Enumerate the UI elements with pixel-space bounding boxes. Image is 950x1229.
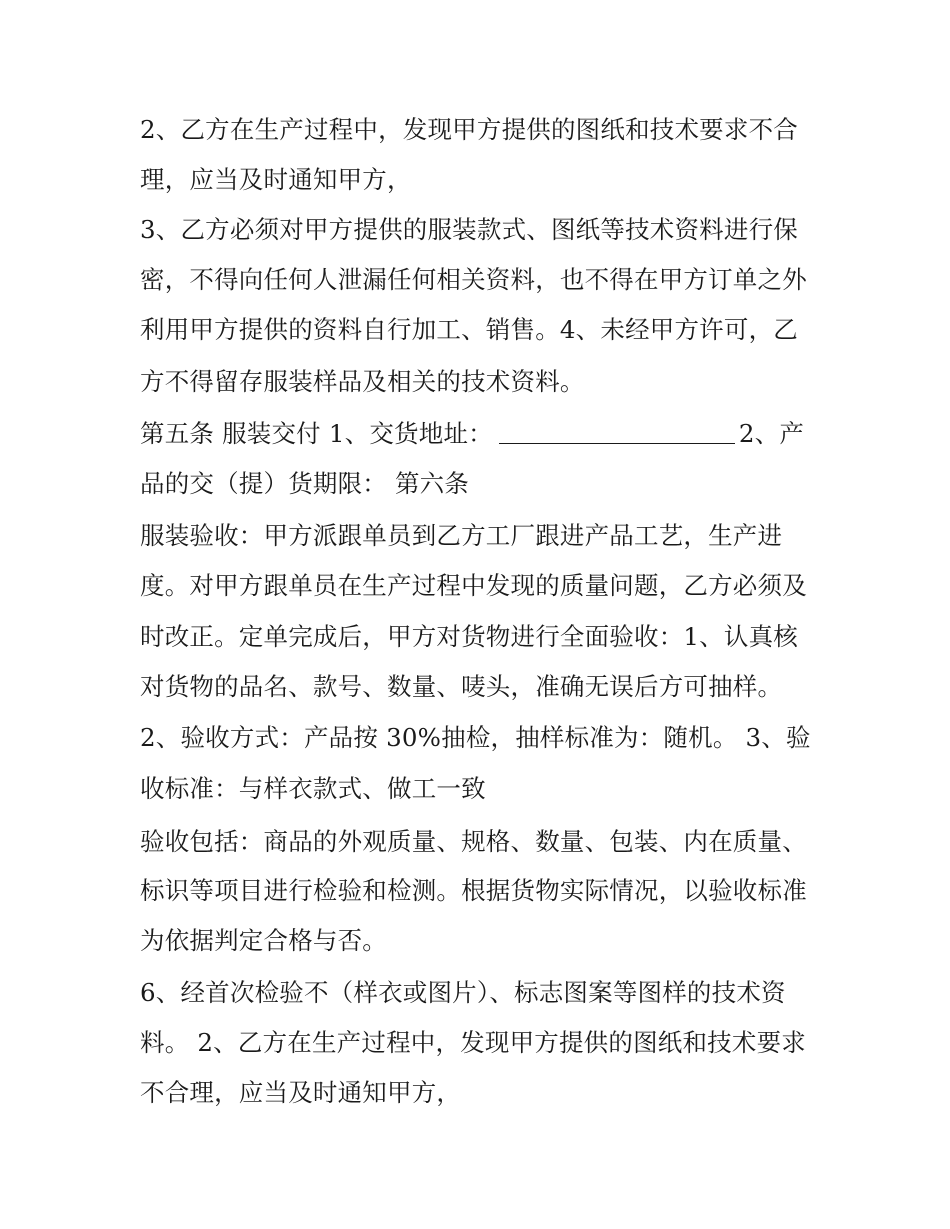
text-line: 2、验收方式：产品按 30%抽检，抽样标准为：随机。 3、验 bbox=[140, 723, 811, 752]
text-line: 不合理，应当及时通知甲方， bbox=[140, 1078, 462, 1107]
text-line: 标识等项目进行检验和检测。根据货物实际情况，以验收标准 bbox=[140, 876, 807, 905]
address-blank-field bbox=[499, 421, 735, 444]
delivery-label: 第五条 服装交付 1、交货地址： bbox=[140, 419, 493, 448]
text-line: 时改正。定单完成后，甲方对货物进行全面验收：1、认真核 bbox=[140, 622, 798, 651]
text-line: 料。 2、乙方在生产过程中，发现甲方提供的图纸和技术要求 bbox=[140, 1028, 806, 1057]
text-line-delivery bbox=[140, 417, 804, 451]
text-line: 方不得留存服装样品及相关的技术资料。 bbox=[140, 367, 585, 396]
text-line: 服装验收：甲方派跟单员到乙方工厂跟进产品工艺，生产进 bbox=[140, 521, 783, 550]
text-line: 密，不得向任何人泄漏任何相关资料，也不得在甲方订单之外 bbox=[140, 265, 807, 294]
text-line: 6、经首次检验不（样衣或图片）、标志图案等图样的技术资 bbox=[140, 978, 786, 1007]
text-line: 为依据判定合格与否。 bbox=[140, 926, 387, 955]
text-line: 收标准：与样衣款式、做工一致 bbox=[140, 774, 486, 803]
delivery-tail: 2、产 bbox=[738, 419, 805, 448]
text-line: 对货物的品名、款号、数量、唛头，准确无误后方可抽样。 bbox=[140, 672, 783, 701]
text-line: 利用甲方提供的资料自行加工、销售。4、未经甲方许可，乙 bbox=[140, 315, 798, 344]
text-line: 2、乙方在生产过程中，发现甲方提供的图纸和技术要求不合 bbox=[140, 115, 798, 144]
text-line: 品的交（提）货期限： 第六条 bbox=[140, 469, 470, 498]
text-line: 理，应当及时通知甲方， bbox=[140, 165, 412, 194]
text-line: 验收包括：商品的外观质量、规格、数量、包装、内在质量、 bbox=[140, 827, 807, 856]
text-line: 3、乙方必须对甲方提供的服装款式、图纸等技术资料进行保 bbox=[140, 215, 798, 244]
text-line: 度。对甲方跟单员在生产过程中发现的质量问题，乙方必须及 bbox=[140, 571, 807, 600]
